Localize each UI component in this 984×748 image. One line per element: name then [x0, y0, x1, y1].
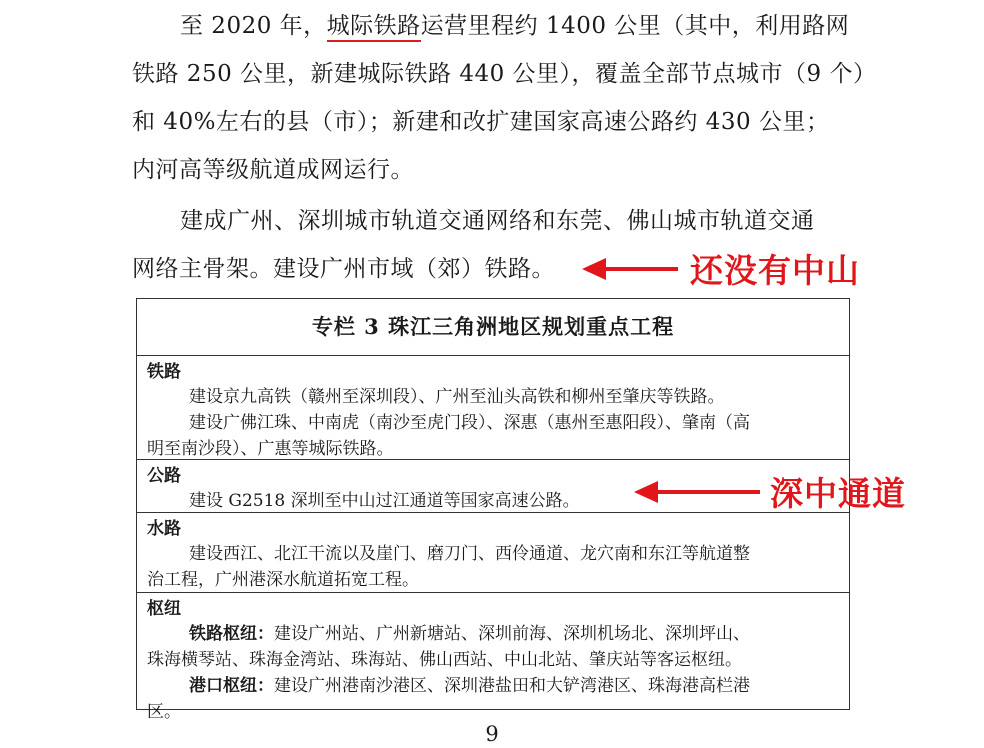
section-waterway [137, 513, 849, 593]
section-hub [137, 593, 849, 727]
key-projects-box [136, 298, 850, 722]
section-line: 治工程，广州港深水航道拓宽工程。 [147, 570, 419, 590]
paragraph-line: 网络主骨架。建设广州市域（郊）铁路。 [132, 256, 555, 282]
section-line: 明至南沙段）、广惠等城际铁路。 [147, 439, 394, 459]
paragraph-line: 和 40%左右的县（市）；新建和改扩建国家高速公路约 430 公里； [132, 109, 830, 135]
section-line: 建设广佛江珠、中南虎（南沙至虎门段）、深惠（惠州至惠阳段）、肇南（高 [189, 413, 750, 433]
section-heading: 公路 [147, 466, 181, 486]
port-hub-label: 港口枢纽： [189, 676, 274, 696]
paragraph-line: 内河高等级航道成网运行。 [132, 157, 414, 183]
page-number: 9 [485, 722, 499, 746]
underlined-intercity-rail: 城际铁路 [327, 13, 421, 42]
section-line: 建设 G2518 深圳至中山过江通道等国家高速公路。 [189, 491, 580, 511]
section-line: 珠海横琴站、珠海金湾站、珠海站、佛山西站、中山北站、肇庆站等客运枢纽。 [147, 650, 742, 670]
annotation-shenzhong-link: 深中通道 [770, 474, 906, 513]
red-arrow-left-icon [656, 490, 760, 494]
section-line: 港口枢纽：建设广州港南沙港区、深圳港盐田和大铲湾港区、珠海港高栏港 [189, 676, 750, 696]
box-title: 专栏 3 珠江三角洲地区规划重点工程 [137, 299, 849, 356]
paragraph-line: 铁路 250 公里，新建城际铁路 440 公里），覆盖全部节点城市（9 个） [132, 61, 877, 87]
section-heading: 铁路 [147, 362, 181, 382]
section-line: 建设京九高铁（赣州至深圳段）、广州至汕头高铁和柳州至肇庆等铁路。 [189, 387, 725, 407]
annotation-no-zhongshan: 还没有中山 [690, 251, 860, 290]
red-arrow-left-icon [604, 267, 678, 271]
section-heading: 水路 [147, 519, 181, 539]
section-railway [137, 356, 849, 460]
paragraph-line: 至 2020 年，城际铁路运营里程约 1400 公里（其中，利用路网 [132, 2, 862, 50]
rail-hub-label: 铁路枢纽： [189, 624, 274, 644]
section-heading: 枢纽 [147, 599, 181, 619]
section-line: 铁路枢纽：建设广州站、广州新塘站、深圳前海、深圳机场北、深圳坪山、 [189, 624, 750, 644]
section-line: 建设西江、北江干流以及崖门、磨刀门、西伶通道、龙穴南和东江等航道整 [189, 544, 750, 564]
section-highway [137, 460, 849, 513]
section-line: 区。 [147, 702, 181, 722]
paragraph-line: 建成广州、深圳城市轨道交通网络和东莞、佛山城市轨道交通 [180, 208, 815, 234]
paragraph-transport-targets [132, 2, 877, 194]
